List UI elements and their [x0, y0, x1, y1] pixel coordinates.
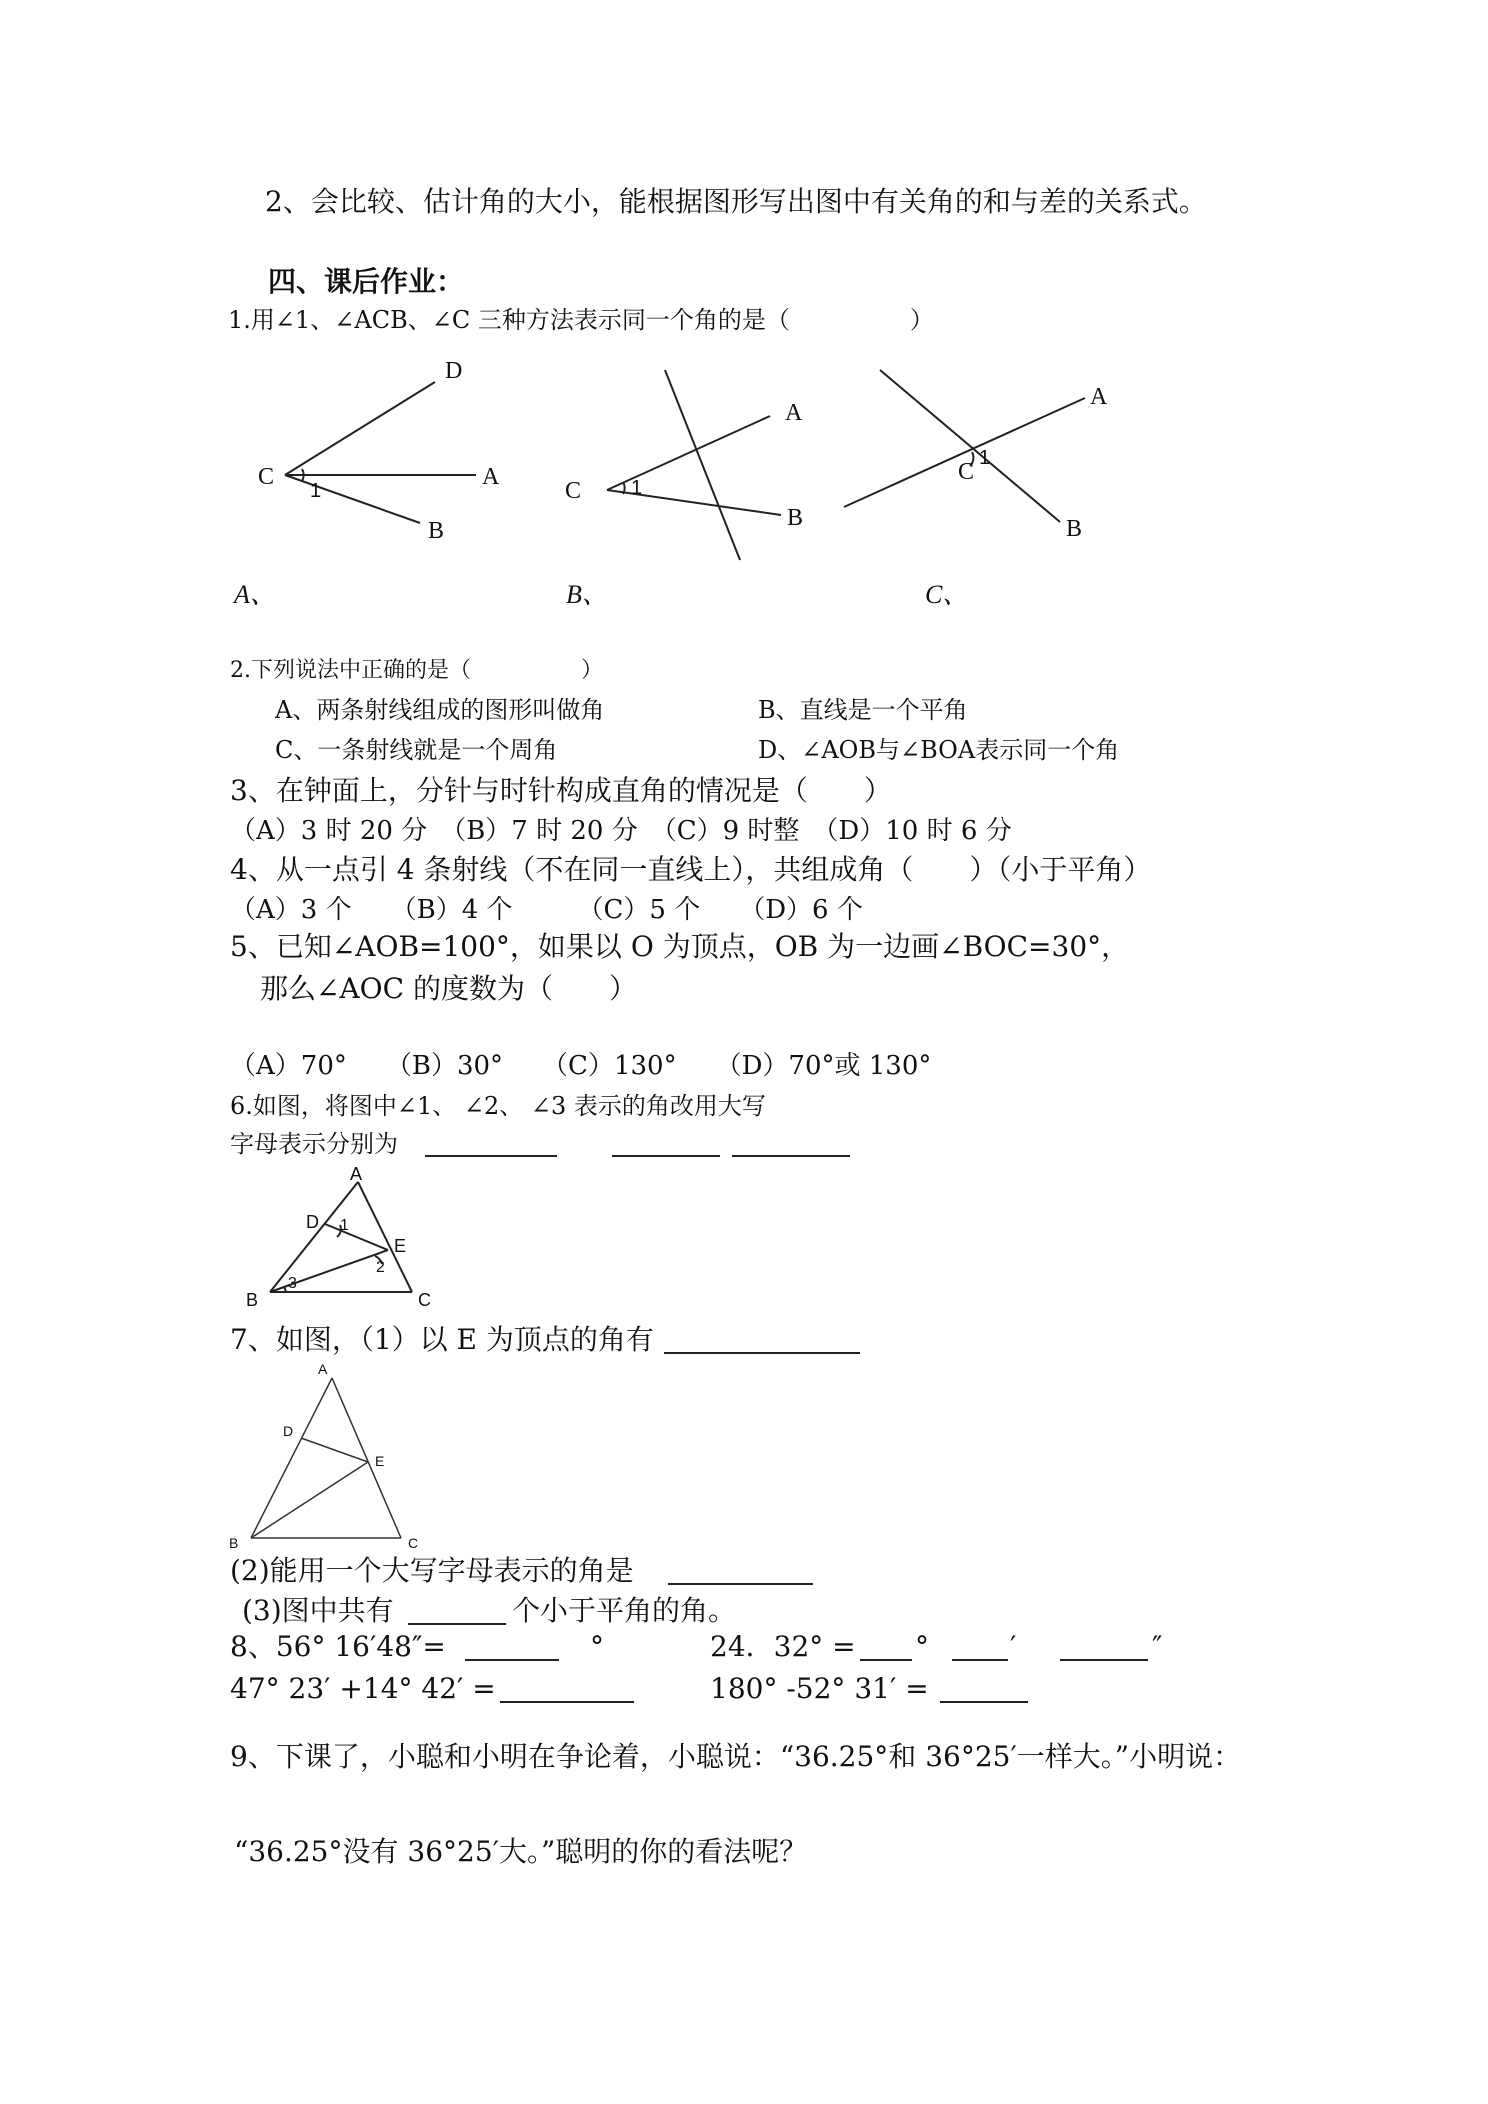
section-title: 四、课后作业：: [268, 265, 465, 298]
question-5-line-2: 那么∠AOC 的度数为（ ）: [260, 972, 637, 1005]
question-6-line-1: 6.如图，将图中∠1、 ∠2、 ∠3 表示的角改用大写: [230, 1092, 766, 1120]
label-angle-3: 3: [288, 1275, 297, 1292]
answer-blank-angle-2[interactable]: [612, 1155, 720, 1157]
answer-blank-vertex-e[interactable]: [664, 1352, 860, 1354]
question-2-option-b: B、直线是一个平角: [758, 696, 968, 724]
question-9-line-2: “36.25°没有 36°25′大。”聪明的你的看法呢？: [234, 1835, 808, 1868]
answer-blank-sec[interactable]: [1060, 1659, 1148, 1661]
label-b: B: [428, 518, 445, 544]
label-e: E: [375, 1453, 385, 1469]
label-angle-1: 1: [310, 480, 322, 502]
question-2-option-a: A、两条射线组成的图形叫做角: [275, 696, 605, 724]
question-6-figure: [240, 1164, 460, 1310]
label-angle-1: 1: [979, 447, 991, 469]
question-8-unit-2b: ′: [1010, 1630, 1017, 1663]
label-c: C: [418, 1290, 431, 1310]
label-d: D: [306, 1212, 319, 1232]
label-b: B: [246, 1290, 259, 1310]
answer-blank-degrees[interactable]: [465, 1659, 559, 1661]
question-2-option-c: C、一条射线就是一个周角: [275, 736, 558, 764]
question-1-option-b: B、: [566, 580, 608, 609]
question-1-figure-b: [555, 360, 825, 570]
answer-blank-difference[interactable]: [940, 1701, 1028, 1703]
question-8-expr-2: 24．32° =: [710, 1630, 856, 1663]
answer-blank-angle-count[interactable]: [408, 1623, 506, 1625]
question-5-line-1: 5、已知∠AOB=100°，如果以 O 为顶点，OB 为一边画∠BOC=30°，: [230, 930, 1130, 963]
question-8-expr-4: 180° -52° 31′ =: [710, 1672, 929, 1705]
label-c: C: [258, 464, 275, 490]
label-c: C: [408, 1535, 419, 1551]
label-a: A: [1090, 384, 1108, 410]
question-7-part-3-suffix: 个小于平角的角。: [512, 1594, 737, 1627]
label-a: A: [318, 1361, 328, 1377]
answer-blank-single-letter[interactable]: [668, 1583, 813, 1585]
label-a: A: [785, 400, 803, 426]
question-4-options: （A）3 个 （B）4 个 （C）5 个 （D）6 个: [230, 895, 863, 925]
question-8-unit-2c: ″: [1152, 1630, 1163, 1663]
question-5-options: （A）70° （B）30° （C）130° （D）70°或 130°: [230, 1051, 932, 1081]
label-angle-1: 1: [631, 477, 643, 499]
question-2-option-d: D、∠AOB与∠BOA表示同一个角: [758, 736, 1120, 764]
answer-blank-deg[interactable]: [860, 1659, 912, 1661]
question-1-figure-c: [830, 360, 1130, 550]
label-angle-2: 2: [376, 1259, 385, 1276]
question-2-stem: 2.下列说法中正确的是（ ）: [230, 658, 603, 683]
question-1-option-c: C、: [925, 580, 969, 609]
label-angle-1: 1: [340, 1217, 349, 1234]
question-3-stem: 3、在钟面上，分针与时针构成直角的情况是（ ）: [230, 774, 892, 807]
question-7-figure: [225, 1360, 435, 1550]
question-1-stem: 1.用∠1、∠ACB、∠C 三种方法表示同一个角的是（ ）: [228, 306, 934, 334]
answer-blank-sum[interactable]: [500, 1701, 634, 1703]
question-1-figure-a: [230, 360, 520, 550]
question-7-stem: 7、如图，（1）以 E 为顶点的角有: [230, 1323, 654, 1356]
question-8-expr-1: 8、56° 16′48″=: [230, 1630, 446, 1663]
label-a: A: [482, 464, 500, 490]
question-8-unit-2a: °: [915, 1630, 929, 1663]
label-b: B: [229, 1535, 239, 1551]
label-d: D: [283, 1423, 294, 1439]
question-8-unit-1: °: [590, 1630, 604, 1663]
question-7-part-2: (2)能用一个大写字母表示的角是: [230, 1554, 634, 1587]
label-b: B: [787, 505, 804, 531]
label-a: A: [350, 1164, 363, 1184]
question-3-options: （A）3 时 20 分 （B）7 时 20 分 （C）9 时整 （D）10 时 6 分: [230, 816, 1012, 846]
label-b: B: [1066, 516, 1083, 542]
question-9-line-1: 9、下课了，小聪和小明在争论着，小聪说：“36.25°和 36°25′一样大。”小明说：: [230, 1740, 1242, 1773]
label-e: E: [394, 1236, 407, 1256]
question-6-line-2: 字母表示分别为: [230, 1130, 398, 1158]
question-7-part-3-prefix: (3)图中共有: [242, 1594, 394, 1627]
label-c: C: [565, 478, 582, 504]
question-1-option-a: A、: [234, 580, 276, 609]
summary-item-2: 2、会比较、估计角的大小，能根据图形写出图中有关角的和与差的关系式。: [265, 185, 1207, 218]
question-4-stem: 4、从一点引 4 条射线（不在同一直线上），共组成角（ ）（小于平角）: [230, 853, 1152, 886]
answer-blank-angle-3[interactable]: [732, 1155, 850, 1157]
label-d: D: [445, 358, 463, 384]
question-8-expr-3: 47° 23′ +14° 42′ =: [230, 1672, 496, 1705]
answer-blank-angle-1[interactable]: [425, 1155, 557, 1157]
answer-blank-min[interactable]: [952, 1659, 1008, 1661]
label-c: C: [958, 459, 975, 485]
